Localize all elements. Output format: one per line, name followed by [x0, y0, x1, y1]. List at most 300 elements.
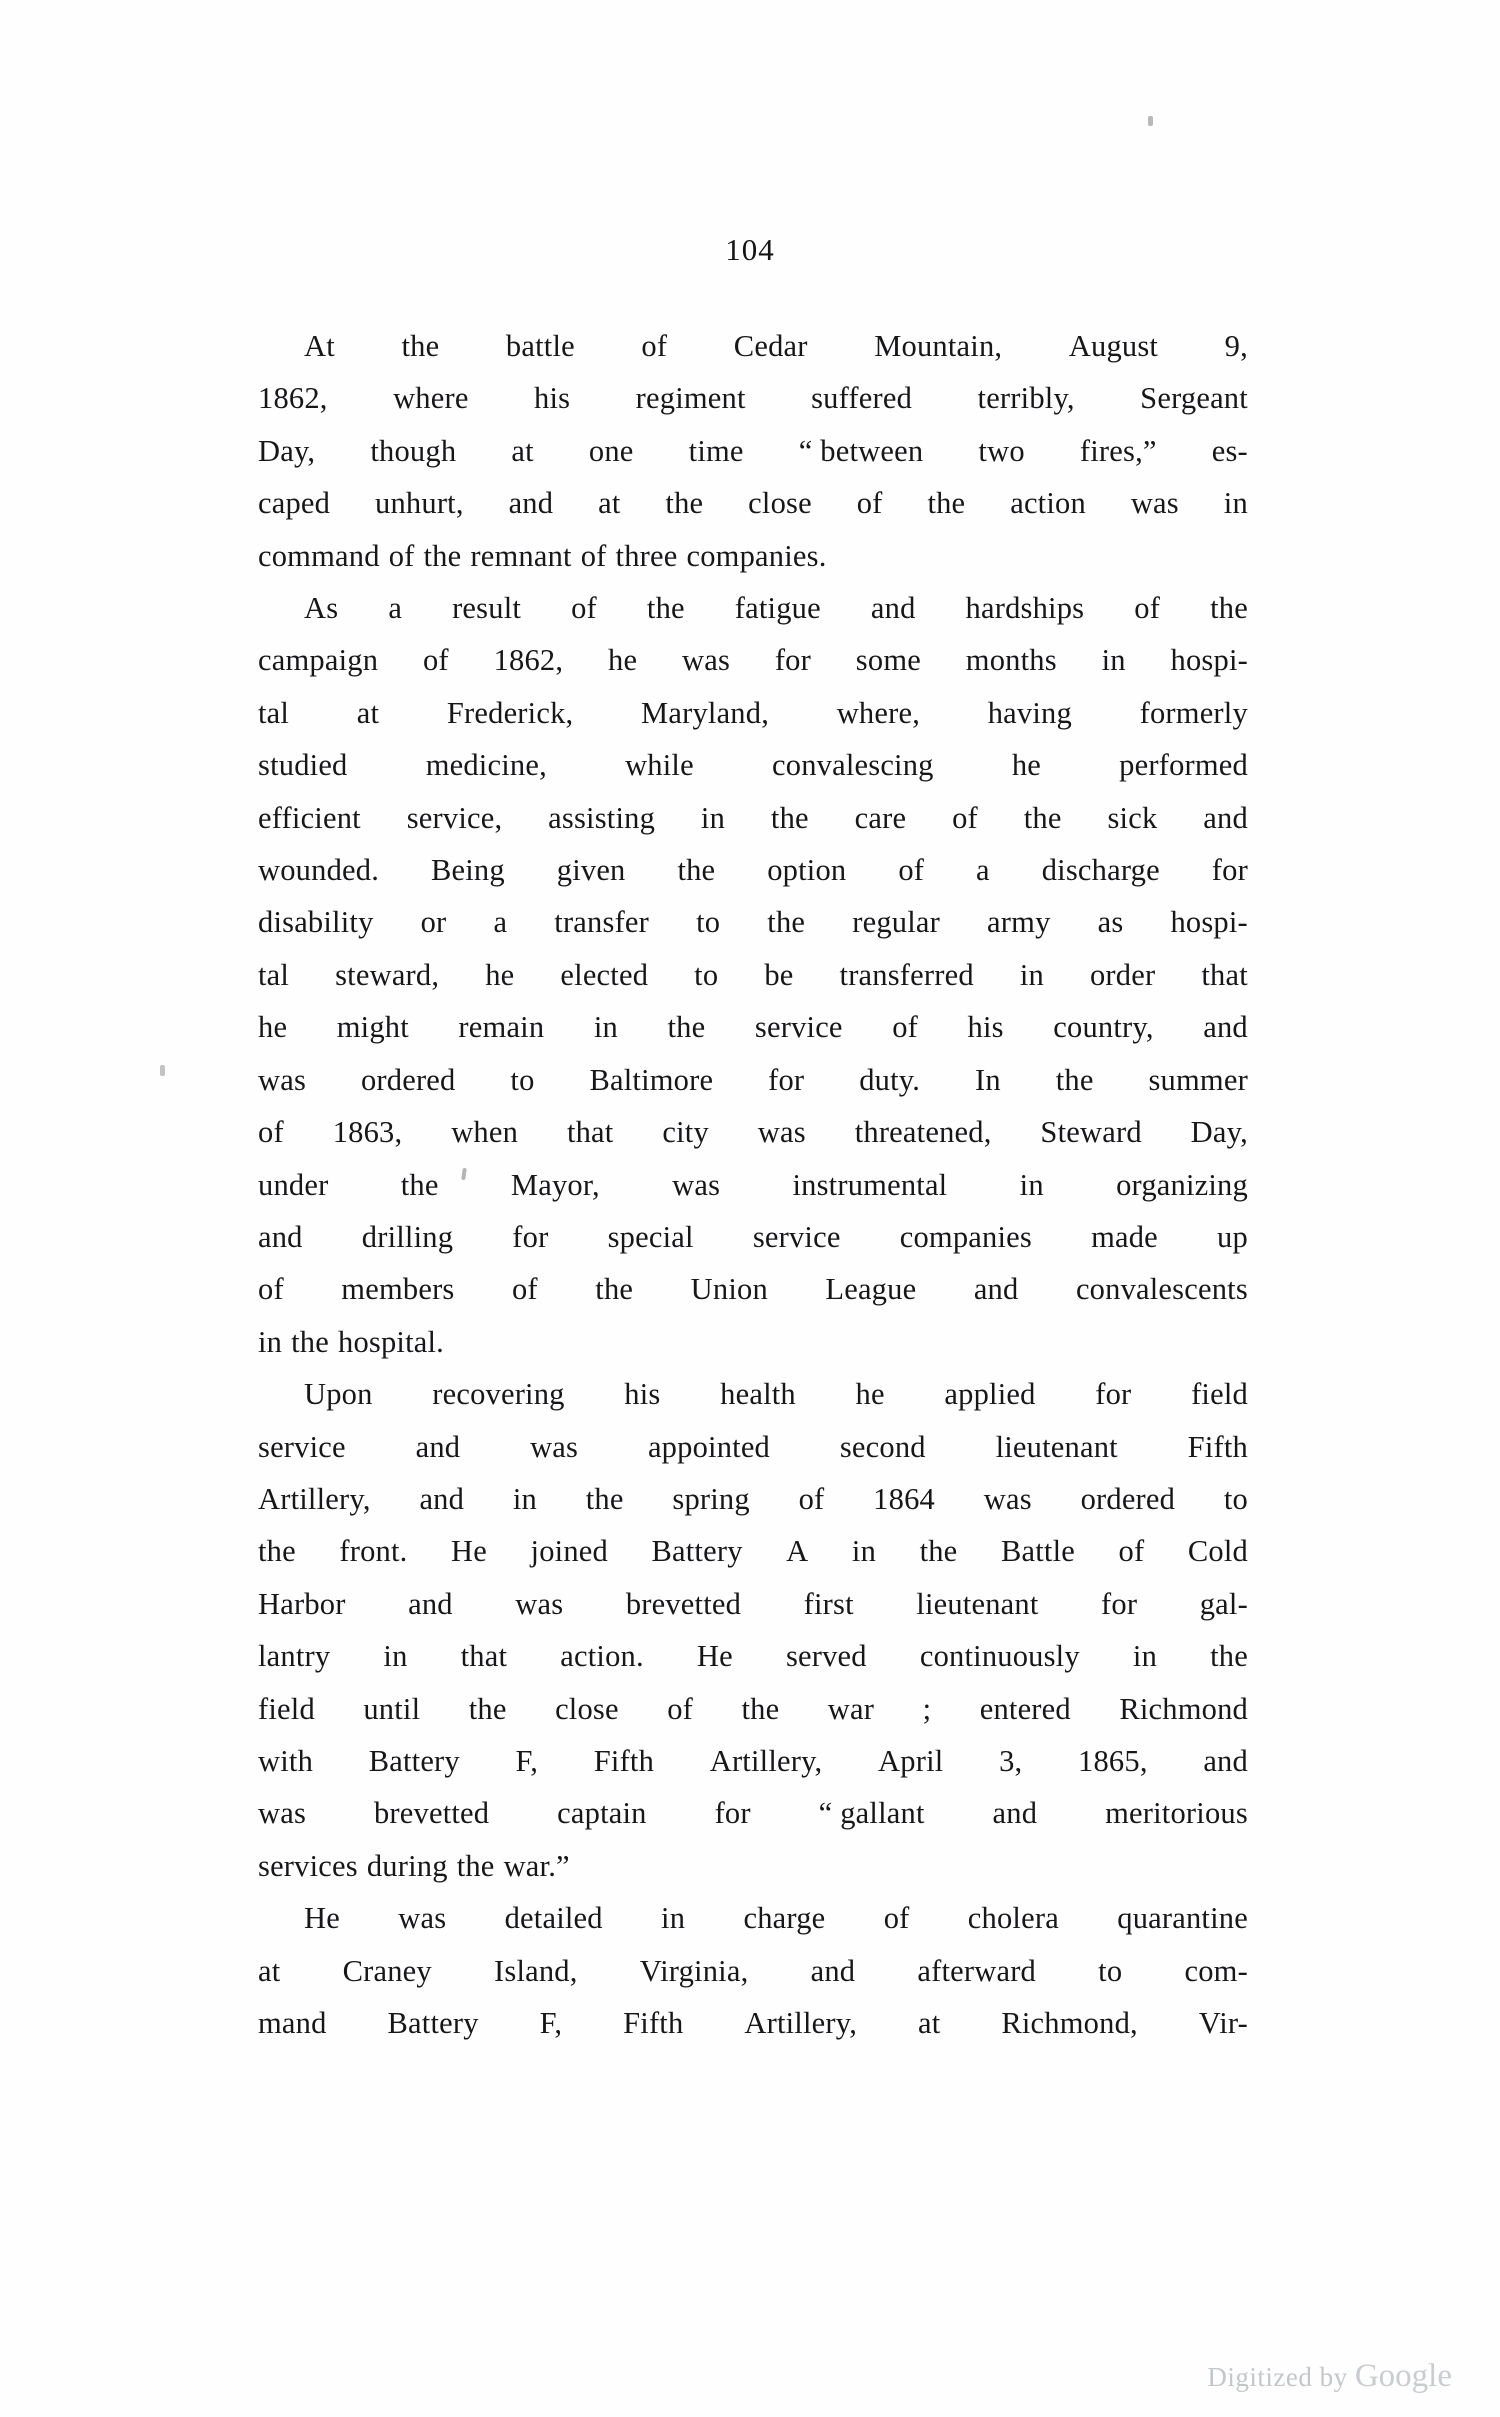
word: or — [420, 905, 447, 940]
text-line — [258, 687, 1248, 739]
word: while — [625, 748, 694, 783]
word: country, — [1053, 1010, 1154, 1045]
word: and — [973, 1272, 1019, 1307]
word: be — [764, 957, 794, 992]
word: his — [967, 1010, 1004, 1045]
word: 1862, — [493, 643, 564, 678]
word: service, — [406, 800, 503, 835]
word: joined — [530, 1534, 608, 1569]
text-line — [258, 1735, 1248, 1787]
text-line — [258, 1473, 1248, 1525]
word: was — [530, 1429, 579, 1464]
word: regular — [852, 905, 940, 940]
word: He — [304, 1901, 340, 1936]
word: the — [1055, 1062, 1094, 1097]
word: elected — [560, 957, 649, 992]
word: campaign — [258, 643, 379, 678]
word: “ gallant — [818, 1796, 925, 1831]
word: war.” — [503, 1848, 570, 1883]
word: order — [1089, 957, 1156, 992]
text-line — [258, 1106, 1248, 1158]
word: Fifth — [1187, 1429, 1248, 1464]
word: in — [258, 1324, 283, 1359]
word: service — [754, 1010, 843, 1045]
word: at — [356, 695, 380, 730]
word: to — [694, 957, 719, 992]
word: made — [1091, 1219, 1158, 1254]
word: action — [1010, 486, 1086, 521]
page-number: 104 — [725, 232, 775, 267]
text-line — [258, 1263, 1248, 1315]
word: studied — [258, 748, 348, 783]
scan-artifact-top — [1148, 116, 1153, 126]
word: Battle — [1000, 1534, 1075, 1569]
word: at — [917, 2006, 941, 2040]
word: drilling — [361, 1219, 454, 1254]
word: of — [892, 1010, 919, 1045]
word: of — [580, 538, 607, 573]
word: his — [534, 381, 571, 416]
word: of — [388, 538, 415, 573]
word: of — [667, 1691, 693, 1726]
word: war — [827, 1691, 875, 1726]
word: might — [336, 1010, 409, 1045]
text-line — [258, 582, 1248, 634]
word: where — [393, 381, 469, 416]
word: 1862, — [258, 381, 328, 416]
word: hospital. — [338, 1324, 445, 1359]
word: Frederick, — [446, 695, 574, 730]
word: at — [511, 433, 534, 468]
word: League — [825, 1272, 917, 1307]
word: for — [774, 643, 811, 678]
word: of — [1118, 1534, 1145, 1569]
word: during — [366, 1848, 448, 1883]
word: he — [258, 1010, 288, 1045]
word: in — [1223, 486, 1248, 521]
word: brevetted — [625, 1586, 742, 1621]
word: to — [696, 905, 721, 940]
google-wordmark: Google — [1354, 2358, 1452, 2394]
word: 1864 — [873, 1481, 935, 1516]
word: discharge — [1041, 853, 1160, 888]
text-line — [258, 1159, 1248, 1211]
word: August — [1068, 329, 1159, 363]
word: entered — [979, 1691, 1071, 1726]
word: appointed — [647, 1429, 771, 1464]
word: at — [258, 1953, 281, 1988]
word: and — [1203, 800, 1248, 835]
word: meritorious — [1105, 1796, 1248, 1831]
word: the — [400, 1167, 439, 1202]
word: was — [681, 643, 731, 678]
word: he — [855, 1377, 885, 1412]
text-line — [258, 1630, 1248, 1682]
word: his — [624, 1377, 661, 1412]
word: brevetted — [373, 1796, 490, 1831]
word: result — [452, 591, 522, 626]
word: and — [415, 1429, 461, 1464]
word: Battery — [368, 1743, 460, 1778]
word: He — [696, 1639, 733, 1674]
word: applied — [944, 1377, 1036, 1412]
word: regiment — [635, 381, 746, 416]
word: three — [615, 538, 678, 573]
word: gal- — [1199, 1586, 1248, 1621]
word: 9, — [1224, 329, 1248, 363]
word: the — [258, 1534, 296, 1569]
word: first — [803, 1586, 854, 1621]
word: of — [798, 1481, 825, 1516]
word: in — [593, 1010, 618, 1045]
word: members — [341, 1272, 455, 1307]
word: the — [291, 1324, 329, 1359]
word: recovering — [432, 1377, 565, 1412]
word: to — [1098, 1953, 1123, 1988]
word: service — [752, 1219, 841, 1254]
word: fires,” — [1079, 433, 1157, 468]
word: mand — [258, 2006, 327, 2040]
word: A — [786, 1534, 809, 1569]
word: until — [363, 1691, 421, 1726]
paragraph — [258, 582, 1248, 1368]
word: under — [258, 1167, 329, 1202]
word: Fifth — [623, 2006, 684, 2040]
word: summer — [1148, 1062, 1248, 1097]
word: services — [258, 1848, 358, 1883]
word: for — [1211, 853, 1248, 888]
word: remnant — [470, 538, 572, 573]
word: ; — [922, 1691, 932, 1726]
word: he — [485, 957, 515, 992]
word: hardships — [965, 591, 1085, 626]
word: of — [511, 1272, 538, 1307]
word: a — [976, 853, 990, 888]
word: the — [927, 486, 966, 521]
word: duty. — [859, 1062, 921, 1097]
word: the — [468, 1691, 507, 1726]
word: was — [983, 1481, 1032, 1516]
word: and — [508, 486, 554, 521]
word: Artillery, — [709, 1743, 823, 1778]
word: companies. — [686, 538, 827, 573]
word: of — [952, 800, 978, 835]
word: caped — [258, 486, 331, 521]
word: in — [383, 1639, 408, 1674]
word: April — [878, 1743, 944, 1778]
word: to — [510, 1062, 535, 1097]
word: hospi- — [1170, 643, 1248, 678]
word: and — [870, 591, 916, 626]
word: the — [770, 800, 809, 835]
word: a — [388, 591, 403, 626]
word: that — [1201, 957, 1248, 992]
word: up — [1217, 1219, 1248, 1254]
word: organizing — [1116, 1167, 1248, 1202]
word: and — [1203, 1010, 1248, 1045]
word: served — [785, 1639, 867, 1674]
word: given — [556, 853, 626, 888]
word: sick — [1107, 800, 1158, 835]
word: of — [1134, 591, 1161, 626]
word: Harbor — [258, 1586, 346, 1621]
word: of — [258, 1115, 284, 1150]
text-line — [258, 844, 1248, 896]
word: second — [839, 1429, 926, 1464]
word: Virginia, — [639, 1953, 749, 1988]
word: two — [978, 433, 1025, 468]
word: a — [493, 905, 508, 940]
word: disability — [258, 905, 374, 940]
word: was — [757, 1115, 806, 1150]
word: in — [1132, 1639, 1158, 1674]
word: and — [408, 1586, 453, 1621]
word: the — [665, 486, 704, 521]
word: F, — [515, 1743, 539, 1778]
word: care — [854, 800, 907, 835]
word: Artillery, — [258, 1481, 371, 1516]
word: the — [595, 1272, 634, 1307]
text-line — [258, 1840, 1248, 1892]
word: instrumental — [792, 1167, 948, 1202]
word: assisting — [548, 800, 656, 835]
word: city — [662, 1115, 709, 1150]
word: suffered — [811, 381, 913, 416]
word: Richmond, — [1001, 2006, 1138, 2040]
word: Battery — [651, 1534, 743, 1569]
word: lieutenant — [995, 1429, 1118, 1464]
word: the — [1023, 800, 1062, 835]
digitized-by-label: Digitized by — [1207, 2362, 1348, 2392]
word: the — [456, 1848, 495, 1883]
text-line — [258, 530, 1248, 582]
word: and — [419, 1481, 465, 1516]
text-line — [258, 1683, 1248, 1735]
word: es- — [1211, 433, 1248, 468]
text-line — [258, 1945, 1248, 1997]
text-line — [258, 949, 1248, 1001]
word: he — [608, 643, 638, 678]
body-text — [258, 320, 1248, 2049]
word: Island, — [494, 1953, 578, 1988]
text-line — [258, 1997, 1248, 2049]
word: cholera — [967, 1901, 1059, 1936]
word: action. — [560, 1639, 644, 1674]
word: in — [1101, 643, 1126, 678]
word: the — [919, 1534, 958, 1569]
word: Mountain, — [874, 329, 1003, 363]
word: In — [974, 1062, 1001, 1097]
word: for — [1095, 1377, 1132, 1412]
word: for — [512, 1219, 549, 1254]
word: ordered — [1080, 1481, 1176, 1516]
word: the — [677, 853, 716, 888]
word: Mayor, — [510, 1167, 600, 1202]
word: lantry — [258, 1639, 331, 1674]
word: convalescents — [1075, 1272, 1248, 1307]
word: of — [883, 1901, 910, 1936]
word: was — [258, 1062, 307, 1097]
word: the — [741, 1691, 780, 1726]
word: the — [401, 329, 440, 363]
word: to — [1223, 1481, 1248, 1516]
text-line — [258, 896, 1248, 948]
word: unhurt, — [375, 486, 464, 521]
word: the — [667, 1010, 706, 1045]
word: continuously — [919, 1639, 1080, 1674]
word: “ between — [798, 433, 924, 468]
word: 1865, — [1078, 1743, 1148, 1778]
word: Day, — [1190, 1115, 1248, 1150]
text-line — [258, 425, 1248, 477]
word: medicine, — [425, 748, 547, 783]
word: As — [304, 591, 339, 626]
word: that — [460, 1639, 508, 1674]
word: where, — [836, 695, 921, 730]
word: captain — [557, 1796, 647, 1831]
word: and — [992, 1796, 1038, 1831]
word: Craney — [342, 1953, 432, 1988]
word: of — [898, 853, 925, 888]
word: wounded. — [258, 853, 380, 888]
word: threatened, — [854, 1115, 992, 1150]
word: with — [258, 1743, 314, 1778]
text-line — [258, 1211, 1248, 1263]
word: as — [1097, 905, 1124, 940]
word: time — [688, 433, 744, 468]
word: Being — [430, 853, 505, 888]
word: and — [810, 1953, 856, 1988]
word: Sergeant — [1140, 381, 1248, 416]
word: months — [965, 643, 1057, 678]
word: in — [1019, 957, 1044, 992]
text-line — [258, 477, 1248, 529]
word: steward, — [335, 957, 440, 992]
word: detailed — [504, 1901, 603, 1936]
word: in — [1019, 1167, 1044, 1202]
word: At — [304, 329, 335, 363]
text-line — [258, 1001, 1248, 1053]
word: that — [566, 1115, 614, 1150]
word: 3, — [999, 1743, 1023, 1778]
word: afterward — [917, 1953, 1037, 1988]
digitized-by-credit — [1207, 2358, 1452, 2395]
word: 1863, — [332, 1115, 403, 1150]
word: Cedar — [733, 329, 808, 363]
word: of — [856, 486, 883, 521]
word: He — [451, 1534, 487, 1569]
text-line — [258, 1578, 1248, 1630]
word: and — [258, 1219, 303, 1254]
word: the — [1210, 591, 1248, 626]
word: was — [1130, 486, 1179, 521]
text-line — [258, 1054, 1248, 1106]
word: Artillery, — [744, 2006, 858, 2040]
text-line — [258, 1892, 1248, 1944]
word: lieutenant — [916, 1586, 1039, 1621]
text-line — [258, 1421, 1248, 1473]
word: the — [767, 905, 806, 940]
word: was — [515, 1586, 564, 1621]
word: Cold — [1187, 1534, 1248, 1569]
word: fatigue — [734, 591, 821, 626]
paragraph — [258, 1368, 1248, 1892]
word: field — [1191, 1377, 1248, 1412]
word: performed — [1119, 748, 1248, 783]
word: field — [258, 1691, 315, 1726]
text-line — [258, 1787, 1248, 1839]
word: Richmond — [1119, 1691, 1248, 1726]
text-line — [258, 634, 1248, 686]
word: efficient — [258, 800, 361, 835]
word: one — [588, 433, 634, 468]
word: command — [258, 538, 380, 573]
word: Fifth — [593, 1743, 655, 1778]
word: and — [1203, 1743, 1248, 1778]
word: formerly — [1139, 695, 1248, 730]
word: ordered — [360, 1062, 456, 1097]
word: front. — [339, 1534, 408, 1569]
word: the — [646, 591, 685, 626]
word: tal — [258, 695, 290, 730]
text-line — [258, 320, 1248, 372]
word: service — [258, 1429, 346, 1464]
word: of — [258, 1272, 284, 1307]
word: of — [641, 329, 668, 363]
word: in — [512, 1481, 537, 1516]
word: special — [607, 1219, 694, 1254]
text-line — [258, 1525, 1248, 1577]
word: some — [855, 643, 921, 678]
word: battle — [505, 329, 575, 363]
word: Union — [690, 1272, 768, 1307]
text-line — [258, 372, 1248, 424]
text-line — [258, 792, 1248, 844]
word: close — [748, 486, 812, 521]
text-line — [258, 1316, 1248, 1368]
scan-artifact-left — [160, 1065, 165, 1076]
word: was — [672, 1167, 721, 1202]
word: transferred — [839, 957, 974, 992]
word: option — [767, 853, 847, 888]
word: close — [555, 1691, 619, 1726]
word: terribly, — [977, 381, 1075, 416]
word: companies — [899, 1219, 1032, 1254]
word: for — [1101, 1586, 1138, 1621]
word: he — [1011, 748, 1041, 783]
word: convalescing — [772, 748, 934, 783]
word: in — [700, 800, 726, 835]
word: Day, — [258, 433, 316, 468]
word: the — [1210, 1639, 1248, 1674]
word: at — [598, 486, 621, 521]
word: having — [987, 695, 1072, 730]
paragraph — [258, 1892, 1248, 2049]
text-line — [258, 739, 1248, 791]
word: was — [258, 1796, 307, 1831]
word: when — [451, 1115, 519, 1150]
word: com- — [1184, 1953, 1248, 1988]
word: remain — [458, 1010, 545, 1045]
text-line — [258, 1368, 1248, 1420]
word: tal — [258, 957, 290, 992]
word: Upon — [304, 1377, 373, 1412]
word: the — [423, 538, 462, 573]
word: F, — [539, 2006, 563, 2040]
word: spring — [672, 1481, 750, 1516]
word: hospi- — [1170, 905, 1248, 940]
word: in — [661, 1901, 686, 1936]
